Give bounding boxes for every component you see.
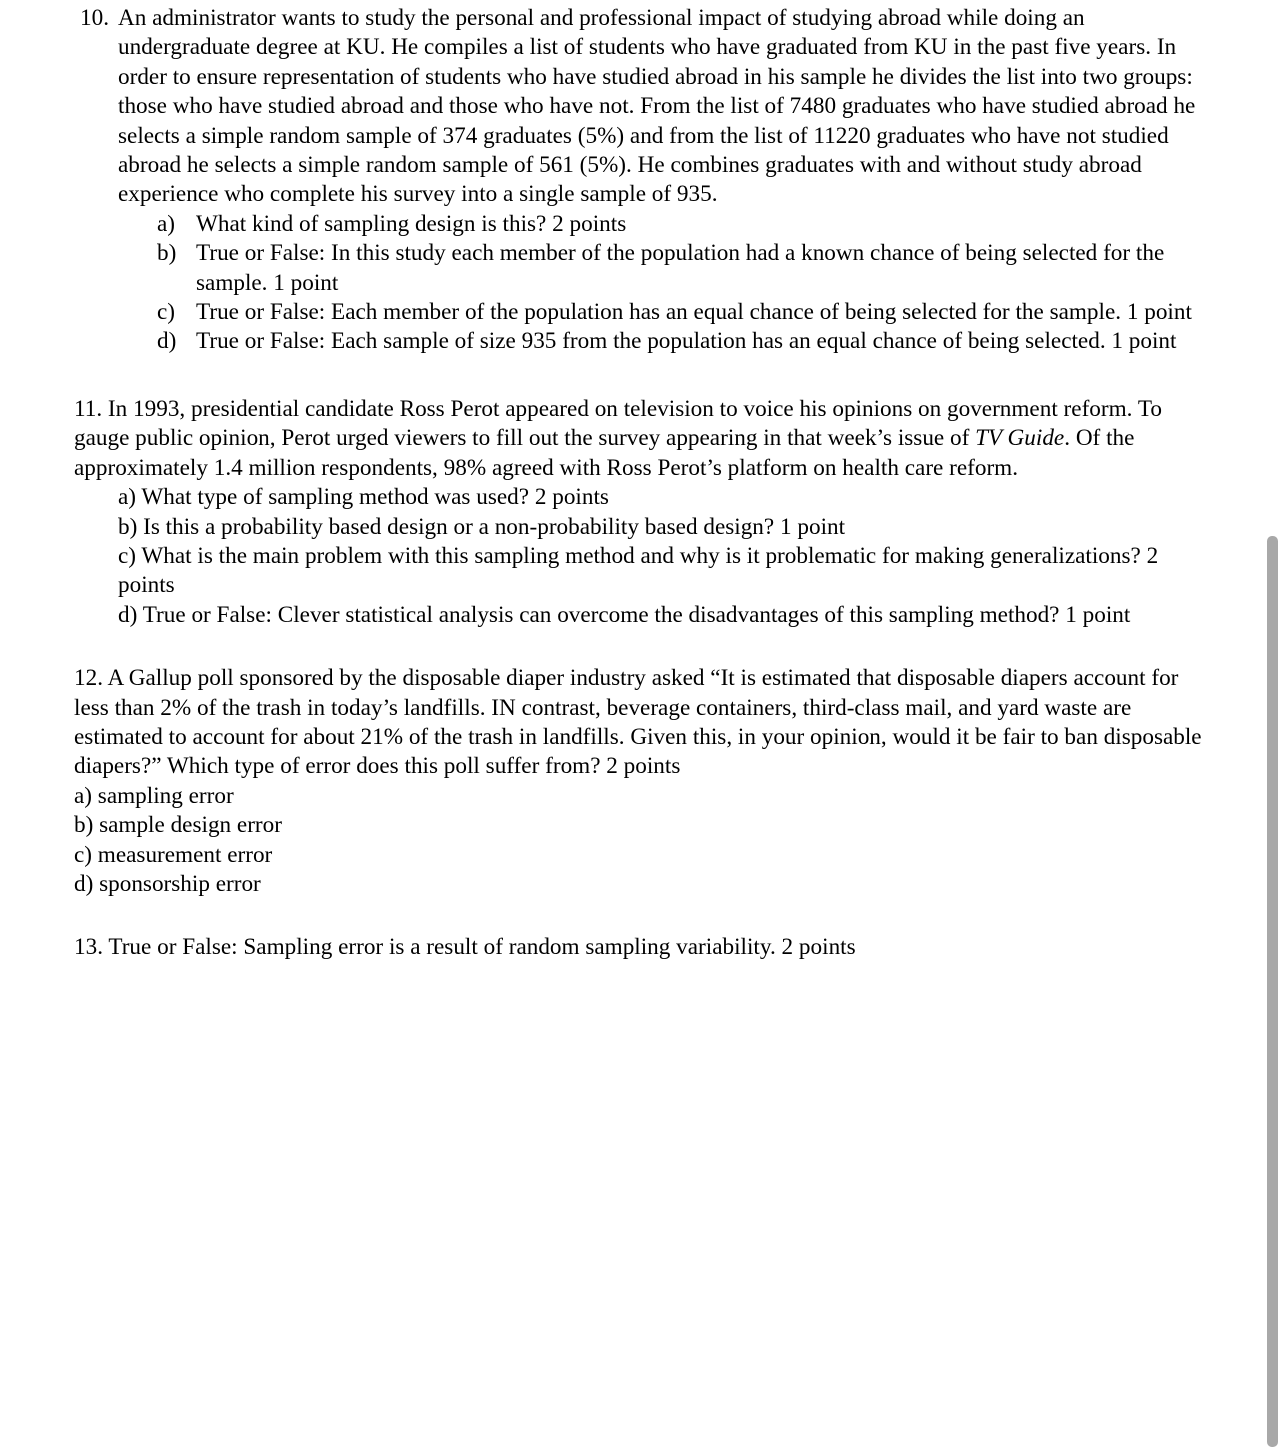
- question-11-item-a: a) What type of sampling method was used? 2 points: [118, 484, 609, 511]
- question-11-item-c: c) What is the main problem with this sampling method and why is it problematic for making generalizations? 2 points: [118, 542, 1159, 599]
- vertical-scrollbar-track[interactable]: [1267, 0, 1284, 1447]
- spacer-after-question-12: [74, 899, 1204, 933]
- question-10-item-c: [74, 298, 1204, 327]
- question-12-option-d: d) sponsorship error: [74, 870, 261, 897]
- question-12: [74, 664, 1204, 899]
- question-13-paragraph: 13. True or False: Sampling error is a result of random sampling variability. 2 points: [74, 934, 856, 961]
- question-10-item-d: [74, 327, 1204, 356]
- spacer-after-question-11: [74, 630, 1204, 664]
- question-10-item-b-marker: b): [157, 240, 177, 267]
- question-10-text: An administrator wants to study the personal and professional impact of studying abroad while doing an undergraduate degree at KU. He compiles a list of students who have graduated from KU in the past five years. In order to ensure representation of students who have studied abroad in his sample he divides the list into two groups: those who have studied abroad and those who have not. From the list of 7480 graduates who have studied abroad he selects a simple random sample of 374 graduates (5%) and from the list of 11220 graduates who have not studied abroad he selects a simple random sample of 561 (5%). He combines graduates with and without study abroad experience who complete his survey into a single sample of 935.: [118, 5, 1196, 208]
- question-10-item-c-text: True or False: Each member of the population has an equal chance of being selected for the sample. 1 point: [196, 299, 1192, 326]
- question-11-paragraph: [74, 395, 1204, 483]
- vertical-scrollbar-thumb[interactable]: [1267, 536, 1278, 1447]
- document-text-body: [74, 4, 1204, 963]
- question-10-item-d-text: True or False: Each sample of size 935 from the population has an equal chance of being selected. 1 point: [196, 328, 1177, 355]
- question-12-option-c: c) measurement error: [74, 841, 273, 868]
- question-10-item-c-marker: c): [157, 299, 176, 326]
- question-11-sublist: [74, 483, 1204, 630]
- question-11-italic-title: TV Guide: [975, 425, 1065, 452]
- spacer-after-question-10: [74, 357, 1204, 395]
- question-10-sublist: [74, 210, 1204, 357]
- question-12-paragraph: 12. A Gallup poll sponsored by the disposable diaper industry asked “It is estimated that disposable diapers account for less than 2% of the trash in today’s landfills. IN contrast, beverage containers, third-class mail, and yard waste are estimated to account for about 21% of the trash in landfills. Given this, in your opinion, would it be fair to ban disposable diapers?” Which type of error does this poll suffer from? 2 points: [74, 665, 1202, 780]
- question-11-text-part1: 11. In 1993, presidential candidate Ross Perot appeared on television to voice his opinions on government reform. To gauge public opinion, Perot urged viewers to fill out the survey appearing in that week’s issue of: [74, 395, 1162, 452]
- question-10-item-a-text: What kind of sampling design is this? 2 points: [196, 210, 627, 237]
- question-10: [74, 4, 1204, 357]
- question-11-item-d: d) True or False: Clever statistical analysis can overcome the disadvantages of this sampling method? 1 point: [118, 601, 1131, 628]
- question-12-option-b: b) sample design error: [74, 812, 282, 839]
- question-12-option-a: a) sampling error: [74, 782, 234, 809]
- question-10-item-a: [74, 210, 1204, 239]
- question-12-options: [74, 782, 1204, 900]
- question-10-item-b-text: True or False: In this study each member of the population had a known chance of being selected for the sample. 1 point: [196, 240, 1165, 296]
- question-10-item-d-marker: d): [157, 328, 177, 355]
- question-11-item-b: b) Is this a probability based design or a non-probability based design? 1 point: [118, 513, 846, 540]
- question-10-item-b: [74, 239, 1204, 298]
- question-11-text-part2: . Of the approximately 1.4 million respondents, 98% agreed with Ross Perot’s platform on health care reform.: [74, 425, 1135, 481]
- question-13: [74, 933, 1204, 962]
- question-10-number: 10.: [80, 5, 109, 31]
- question-11: [74, 395, 1204, 630]
- question-10-paragraph: [74, 4, 1204, 210]
- question-10-item-a-marker: a): [157, 210, 176, 237]
